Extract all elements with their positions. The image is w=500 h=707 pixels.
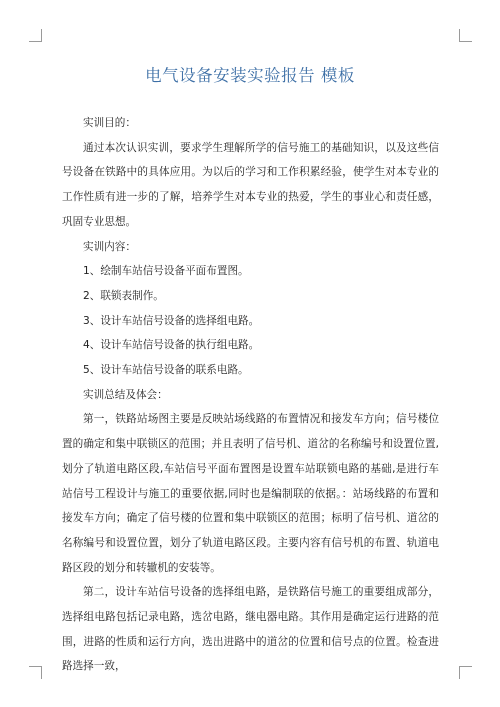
purpose-heading: 实训目的： — [83, 117, 136, 129]
document-body — [62, 111, 439, 679]
list-item: 1、绘制车站信号设备平面布置图。 — [83, 265, 249, 278]
summary-heading: 实训总结及体会： — [83, 388, 168, 401]
list-item: 5、设计车站信号设备的联系电路。 — [83, 364, 249, 377]
page-title: 电气设备安装实验报告 模板 — [145, 66, 355, 85]
content-heading: 实训内容： — [83, 240, 136, 253]
list-item: 3、设计车站信号设备的选择组电路。 — [83, 314, 260, 327]
list-item: 4、设计车站信号设备的执行组电路。 — [83, 339, 260, 352]
summary-paragraph-1: 第一，铁路站场图主要是反映站场线路的布置情况和接发车方向；信号楼位置的确定和集中联锁区的范围；并且表明了信号机、道岔的名称编号和设置位置,划分了轨道电路区段,车站信号平面布置图是设置车站联锁电路的基础,是进行车站信号工程设计与施工的重要依据,同时也是编制联的依据。：站场线路的布置和接发车方向；确定了信号楼的位置和集中联锁区的范围；标明了信号机、道岔的名称编号和设置位置，划分了轨道电路区段。主要内容有信号机的布置、轨道电路区段的划分和转辙机的安装等。 — [62, 413, 439, 574]
summary-paragraph-2: 第二，设计车站信号设备的选择组电路，是铁路信号施工的重要组成部分，选择组电路包括记录电路，选岔电路，继电器电路。其作用是确定运行进路的范围，进路的性质和运行方向，选出进路中的道岔的位置和信号点的位置。检查进路选择一致， — [62, 586, 439, 673]
crop-mark-top-right — [459, 29, 472, 42]
list-item: 2、联锁表制作。 — [83, 289, 164, 302]
crop-mark-bottom-right — [459, 666, 472, 679]
crop-mark-top-left — [29, 29, 42, 42]
crop-mark-bottom-left — [29, 666, 42, 679]
purpose-paragraph: 通过本次认识实训，要求学生理解所学的信号施工的基础知识，以及这些信号设备在铁路中的具体应用。为以后的学习和工作积累经验，使学生对本专业的工作性质有进一步的了解，培养学生对本专业的热爱，学生的事业心和责任感，巩固专业思想。 — [62, 141, 439, 228]
